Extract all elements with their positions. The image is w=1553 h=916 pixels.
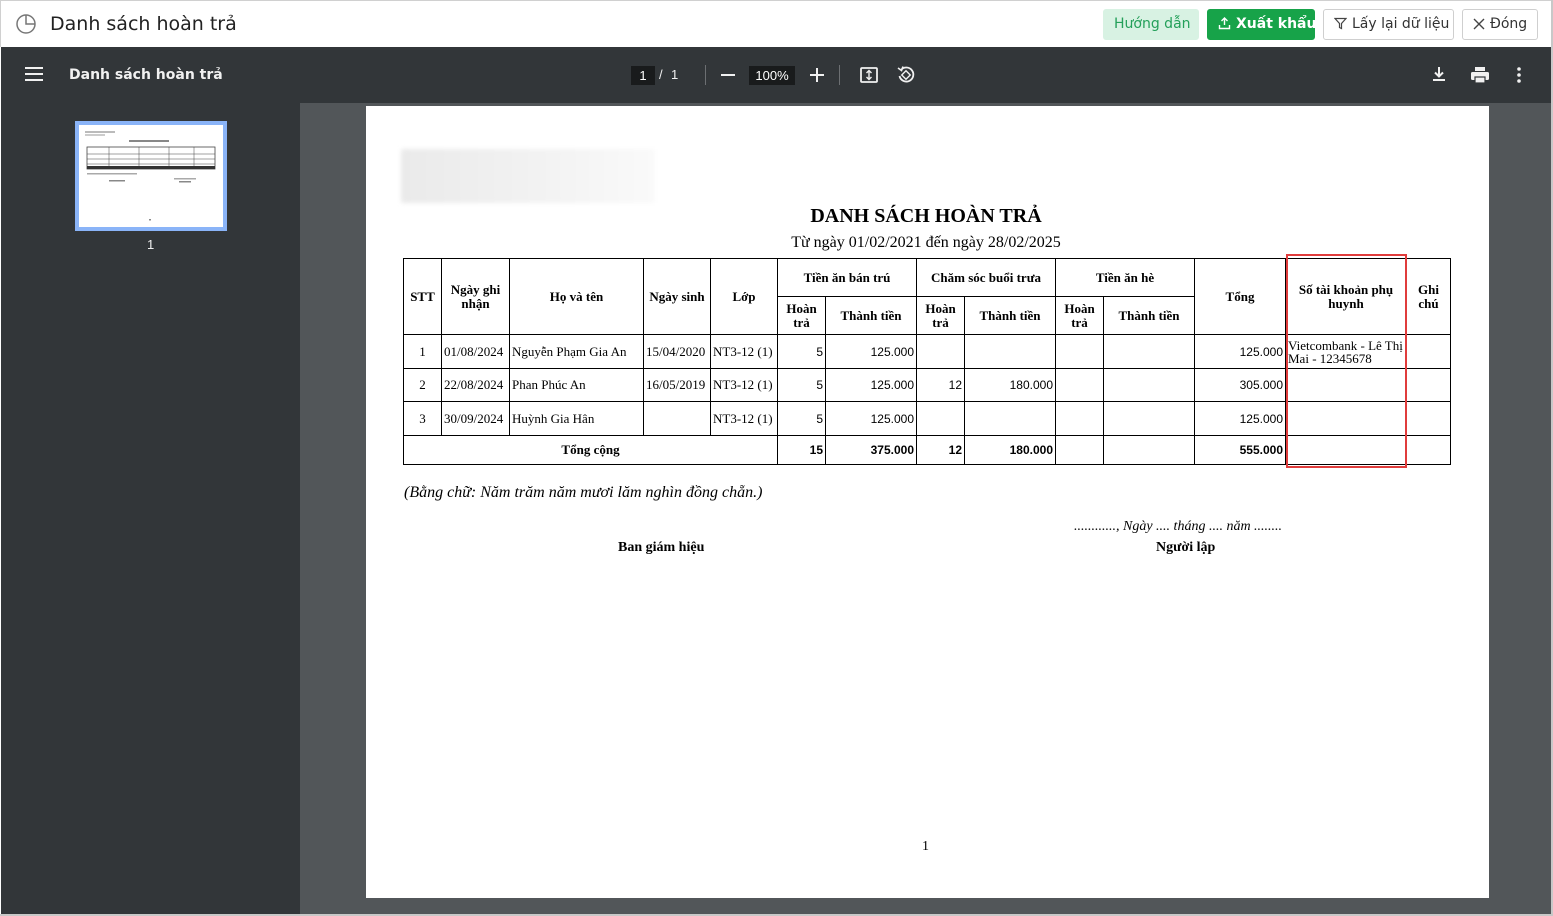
cell-amount (1104, 369, 1195, 402)
cell-record-date: 30/09/2024 (442, 402, 510, 436)
cell-total-amount (1104, 436, 1195, 465)
cell-refund-count (917, 402, 965, 436)
header-parent-account: Số tài khoản phụ huynh (1286, 259, 1407, 335)
cell-amount: 125.000 (826, 335, 917, 369)
page-footer-number: 1 (922, 839, 929, 854)
close-button-label: Đóng (1490, 16, 1528, 32)
zoom-level-input[interactable]: 100% (749, 66, 795, 85)
cell-stt: 1 (404, 335, 442, 369)
guide-button-label: Hướng dẫn (1114, 16, 1191, 32)
header-notes: Ghi chú (1407, 259, 1451, 335)
cell-full-name: Phan Phúc An (510, 369, 644, 402)
cell-amount (965, 335, 1056, 369)
header-amount: Thành tiền (826, 297, 917, 335)
cell-notes (1407, 369, 1451, 402)
close-button[interactable] (1462, 9, 1538, 40)
header-full-name: Họ và tên (510, 259, 644, 335)
header-record-date: Ngày ghi nhận (442, 259, 510, 335)
export-button[interactable] (1207, 9, 1315, 40)
export-icon (1218, 17, 1231, 30)
cell-refund-count: 5 (778, 335, 826, 369)
page-total: 1 (671, 67, 679, 82)
cell-total: 125.000 (1195, 335, 1286, 369)
report-date-range: Từ ngày 01/02/2021 đến ngày 28/02/2025 (791, 234, 1061, 251)
toolbar-divider (705, 65, 706, 85)
cell-stt: 3 (404, 402, 442, 436)
cell-refund-count (917, 335, 965, 369)
app-title: Danh sách hoàn trả (50, 13, 237, 35)
guide-button[interactable] (1103, 9, 1199, 40)
reload-data-button[interactable] (1323, 9, 1454, 40)
cell-total-refund-count (1056, 436, 1104, 465)
cell-full-name: Nguyễn Phạm Gia An (510, 335, 644, 369)
signature-preparer: Người lập (1156, 540, 1216, 555)
zoom-out-icon[interactable] (720, 67, 736, 83)
cell-total-amount: 180.000 (965, 436, 1056, 465)
cell-grand-total: 555.000 (1195, 436, 1286, 465)
thumbnail-preview (79, 125, 223, 227)
download-icon[interactable] (1429, 64, 1449, 84)
cell-amount: 125.000 (826, 369, 917, 402)
parent-account-column-highlight (1286, 254, 1407, 468)
menu-icon[interactable] (25, 67, 43, 81)
close-icon (1473, 18, 1485, 30)
cell-refund-count (1056, 335, 1104, 369)
cell-birth-date (644, 402, 711, 436)
cell-amount: 180.000 (965, 369, 1056, 402)
cell-refund-count: 5 (778, 402, 826, 436)
header-total: Tổng (1195, 259, 1286, 335)
cell-refund-count: 5 (778, 369, 826, 402)
header-refund-count: Hoàn trả (778, 297, 826, 335)
cell-refund-count: 12 (917, 369, 965, 402)
header-stt: STT (404, 259, 442, 335)
rotate-icon[interactable] (895, 64, 917, 86)
fit-to-page-icon[interactable] (859, 65, 879, 85)
thumbnail-page-number: 1 (147, 237, 155, 252)
filter-icon (1334, 17, 1347, 30)
page-separator: / (659, 67, 663, 82)
amount-in-words: (Bằng chữ: Năm trăm năm mươi lăm nghìn đồng chẵn.) (404, 484, 763, 501)
cell-birth-date: 16/05/2019 (644, 369, 711, 402)
header-birth-date: Ngày sinh (644, 259, 711, 335)
cell-record-date: 01/08/2024 (442, 335, 510, 369)
zoom-in-icon[interactable] (808, 66, 826, 84)
cell-total-amount: 375.000 (826, 436, 917, 465)
header-refund-count: Hoàn trả (917, 297, 965, 335)
viewer-toolbar (1, 47, 1551, 103)
page-number-input[interactable]: 1 (631, 66, 655, 85)
cell-total-refund-count: 15 (778, 436, 826, 465)
header-amount: Thành tiền (1104, 297, 1195, 335)
cell-amount (1104, 335, 1195, 369)
cell-notes (1407, 335, 1451, 369)
print-icon[interactable] (1469, 64, 1491, 86)
cell-parent-account: Vietcombank - Lê Thị Mai - 12345678 (1286, 335, 1407, 369)
header-class: Lớp (711, 259, 778, 335)
cell-record-date: 22/08/2024 (442, 369, 510, 402)
toolbar-divider (839, 65, 840, 85)
export-button-label: Xuất khẩu (1236, 16, 1317, 32)
cell-stt: 2 (404, 369, 442, 402)
signature-date-line: ............, Ngày .... tháng .... năm ........ (1074, 519, 1283, 534)
cell-class: NT3-12 (1) (711, 369, 778, 402)
cell-amount: 125.000 (826, 402, 917, 436)
header-noon-care: Chăm sóc buổi trưa (917, 259, 1056, 297)
cell-total: 305.000 (1195, 369, 1286, 402)
cell-refund-count (1056, 402, 1104, 436)
cell-total-refund-count: 12 (917, 436, 965, 465)
cell-birth-date: 15/04/2020 (644, 335, 711, 369)
more-options-icon[interactable] (1511, 64, 1527, 86)
cell-amount (1104, 402, 1195, 436)
blurred-school-header (401, 149, 655, 203)
cell-notes (1407, 402, 1451, 436)
header-boarding-meals: Tiền ăn bán trú (778, 259, 917, 297)
cell-amount (965, 402, 1056, 436)
pdf-viewer (1, 47, 1551, 914)
reload-data-label: Lấy lại dữ liệu (1352, 16, 1450, 32)
cell-class: NT3-12 (1) (711, 335, 778, 369)
signature-board: Ban giám hiệu (618, 540, 705, 555)
cell-class: NT3-12 (1) (711, 402, 778, 436)
cell-total-label: Tổng cộng (404, 436, 778, 465)
report-chart-icon (15, 13, 37, 35)
cell-full-name: Huỳnh Gia Hân (510, 402, 644, 436)
page-thumbnail[interactable] (75, 121, 227, 231)
header-summer-meals: Tiền ăn hè (1056, 259, 1195, 297)
cell-notes (1407, 436, 1451, 465)
document-name: Danh sách hoàn trả (69, 67, 223, 83)
app-header (0, 0, 1553, 47)
cell-total: 125.000 (1195, 402, 1286, 436)
header-refund-count: Hoàn trả (1056, 297, 1104, 335)
report-title: DANH SÁCH HOÀN TRẢ (810, 205, 1042, 227)
thumbnail-sidebar (1, 103, 300, 914)
cell-refund-count (1056, 369, 1104, 402)
header-amount: Thành tiền (965, 297, 1056, 335)
pdf-page (366, 106, 1489, 898)
